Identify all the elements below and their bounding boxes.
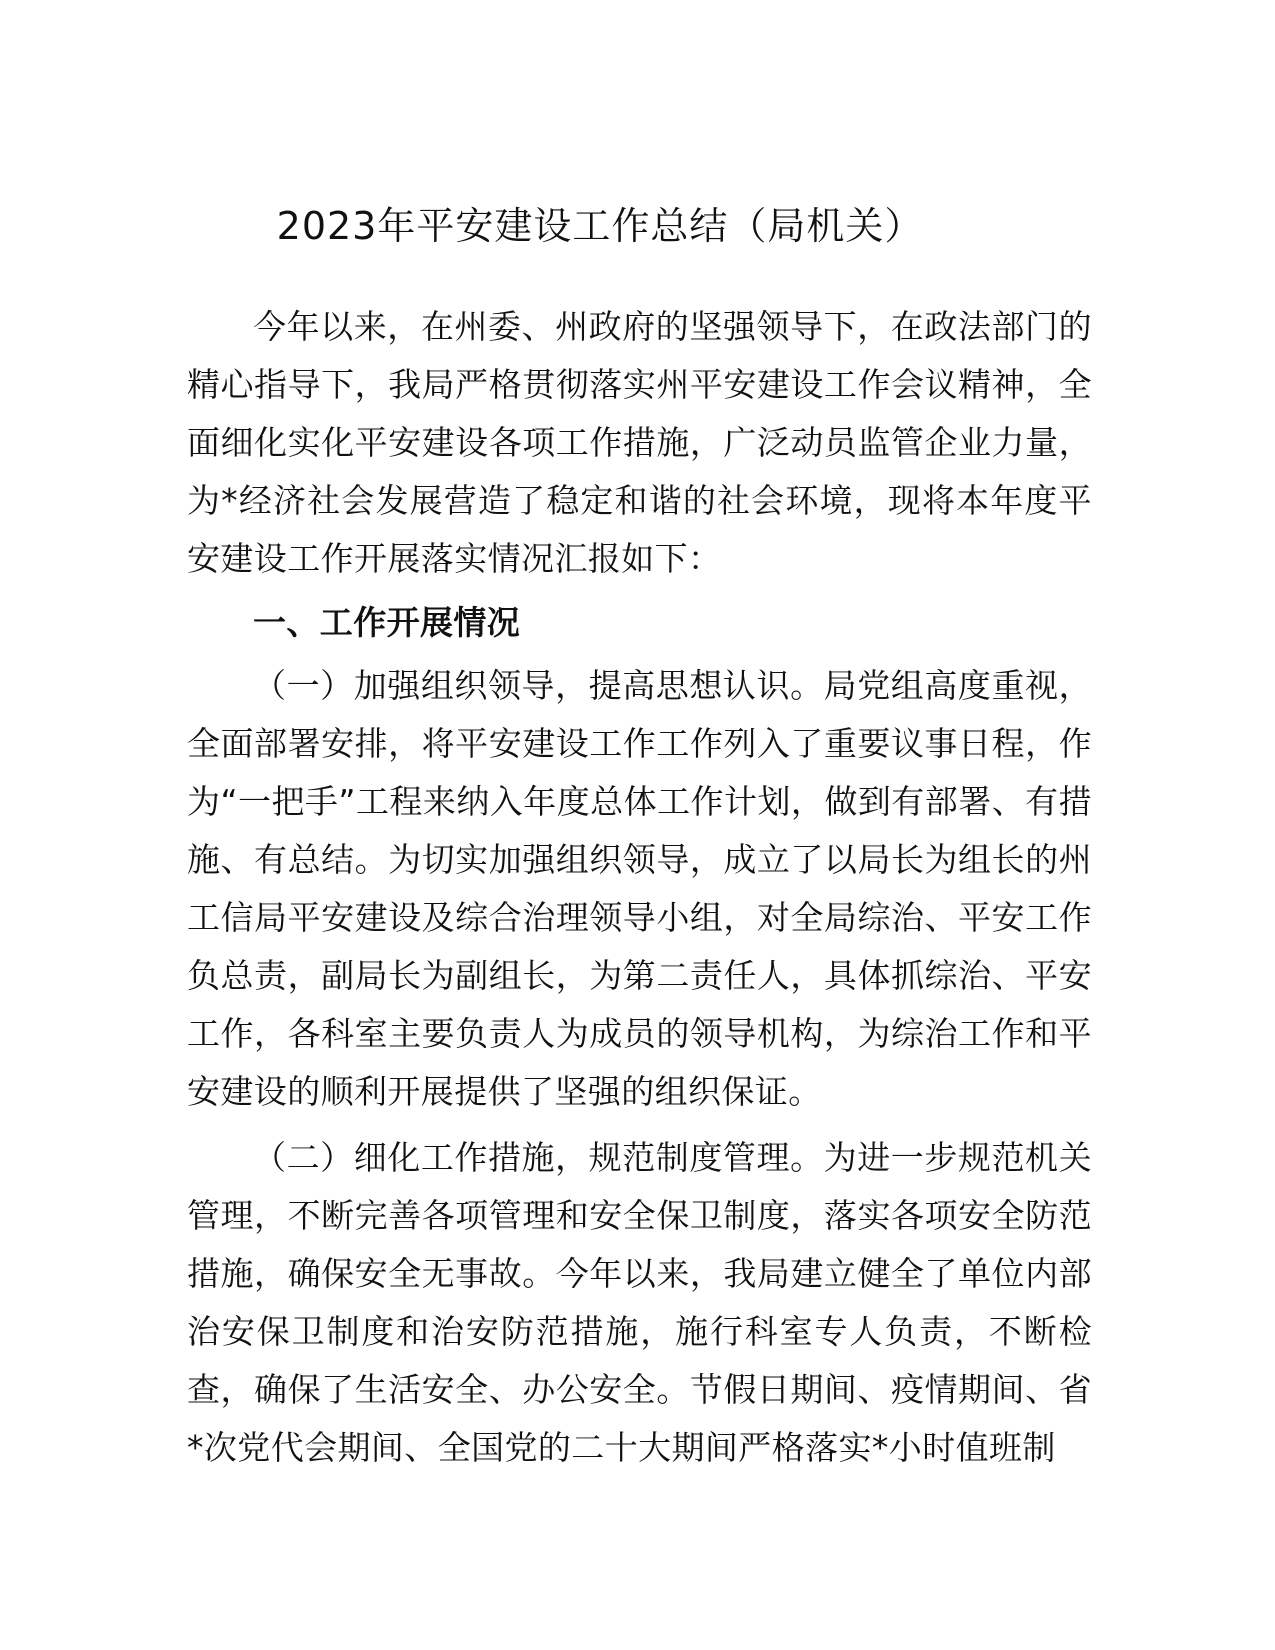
paragraph-work-measures: （二）细化工作措施，规范制度管理。为进一步规范机关管理，不断完善各项管理和安全保卫制度，落实各项安全防范措施，确保安全无事故。今年以来，我局建立健全了单位内部治安保卫制度和治安防范措施，施行科室专人负责，不断检查，确保了生活安全、办公安全。节假日期间、疫情期间、省*次党代会期间、全国党的二十大期间严格落实*小时值班制: [187, 1138, 1092, 1467]
document-title: 2023年平安建设工作总结（局机关）: [276, 204, 924, 248]
document-body: [187, 298, 1092, 1477]
intro-paragraph: 今年以来，在州委、州政府的坚强领导下，在政法部门的精心指导下，我局严格贯彻落实州平安建设工作会议精神，全面细化实化平安建设各项工作措施，广泛动员监管企业力量，为*经济社会发展营造了稳定和谐的社会环境，现将本年度平安建设工作开展落实情况汇报如下：: [187, 307, 1092, 578]
paragraph-organization-leadership: （一）加强组织领导，提高思想认识。局党组高度重视，全面部署安排，将平安建设工作工作列入了重要议事日程，作为“一把手”工程来纳入年度总体工作计划，做到有部署、有措施、有总结。为切实加强组织领导，成立了以局长为组长的州工信局平安建设及综合治理领导小组，对全局综治、平安工作负总责，副局长为副组长，为第二责任人，具体抓综治、平安工作，各科室主要负责人为成员的领导机构，为综治工作和平安建设的顺利开展提供了坚强的组织保证。: [187, 666, 1092, 1111]
section-heading: 一、工作开展情况: [253, 603, 521, 642]
